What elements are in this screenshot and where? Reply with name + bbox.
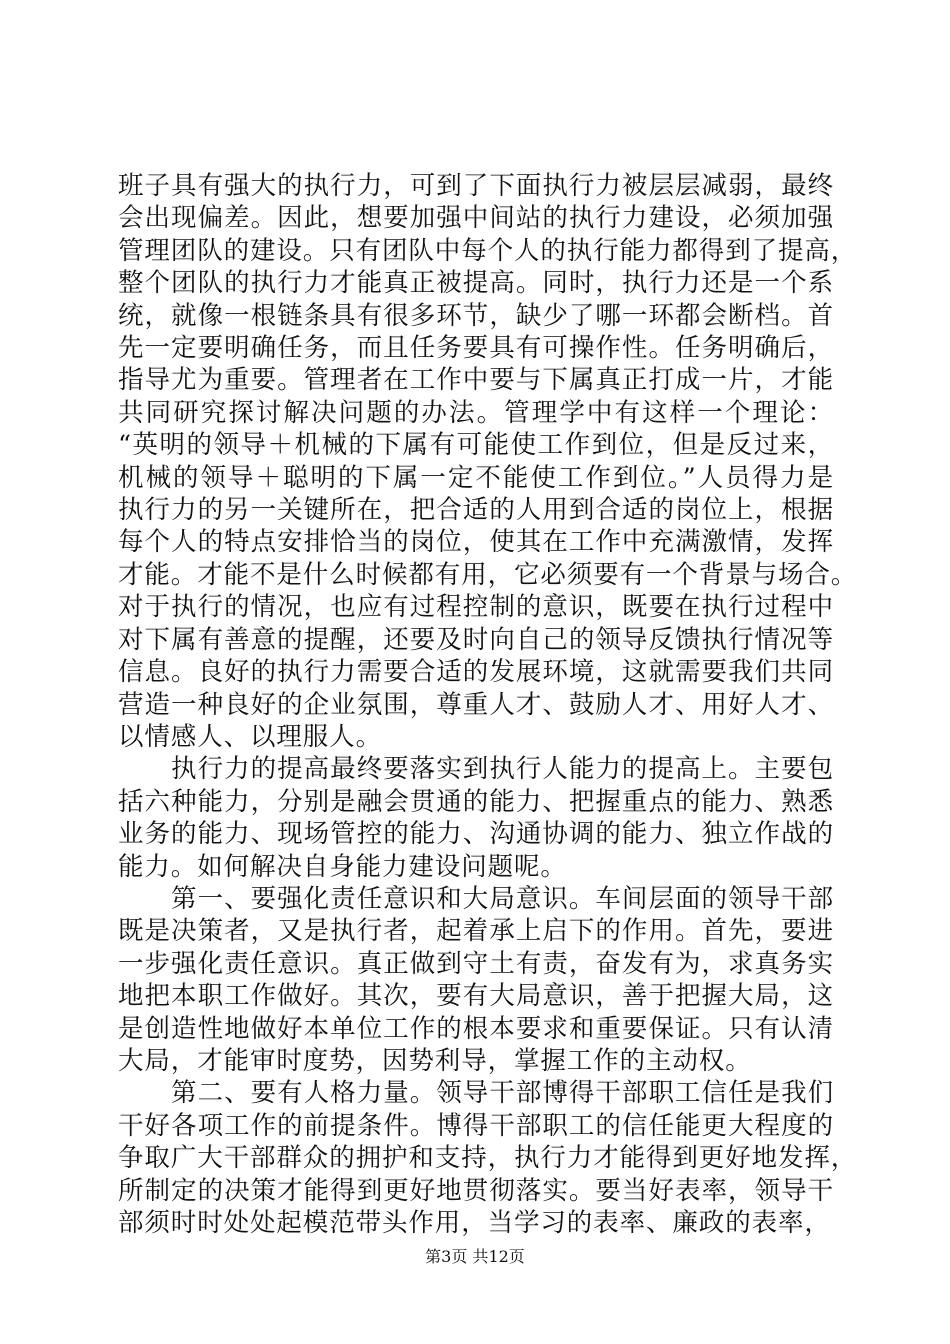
text-line: 能力。如何解决自身能力建设问题呢。 (118, 851, 567, 882)
text-line: 争取广大干部群众的拥护和支持，执行力才能得到更好地发挥， (118, 1143, 858, 1174)
paragraph (118, 883, 834, 1077)
text-line: 对下属有善意的提醒，还要及时向自己的领导反馈执行情况等 (118, 624, 834, 655)
text-line: 所制定的决策才能得到更好地贯彻落实。要当好表率，领导干 (118, 1175, 834, 1206)
text-line: 统，就像一根链条具有很多环节，缺少了哪一环都会断档。首 (118, 300, 834, 331)
page-footer: 第3页 共12页 (425, 1247, 525, 1266)
text-line: 既是决策者，又是执行者，起着承上启下的作用。首先，要进 (118, 916, 834, 947)
text-line: 干好各项工作的前提条件。博得干部职工的信任能更大程度的 (118, 1110, 834, 1141)
text-line: 机械的领导＋聪明的下属一定不能使工作到位。”人员得力是 (118, 462, 834, 493)
document-body (118, 170, 858, 1239)
text-line: 管理团队的建设。只有团队中每个人的执行能力都得到了提高， (118, 235, 858, 266)
text-line: 会出现偏差。因此，想要加强中间站的执行力建设，必须加强 (118, 203, 834, 234)
text-line: 信息。良好的执行力需要合适的发展环境，这就需要我们共同 (118, 657, 834, 688)
text-line: 以情感人、以理服人。 (118, 721, 383, 752)
paragraph (118, 170, 858, 753)
text-line: 才能。才能不是什么时候都有用，它必须要有一个背景与场合。 (118, 559, 858, 590)
text-line: 业务的能力、现场管控的能力、沟通协调的能力、独立作战的 (118, 819, 834, 850)
text-line: 地把本职工作做好。其次，要有大局意识，善于把握大局，这 (118, 981, 834, 1012)
text-line: 整个团队的执行力才能真正被提高。同时，执行力还是一个系 (118, 268, 834, 299)
text-line: 营造一种良好的企业氛围，尊重人才、鼓励人才、用好人才、 (118, 689, 834, 720)
text-line: 执行力的提高最终要落实到执行人能力的提高上。主要包 (118, 754, 834, 785)
text-line: 是创造性地做好本单位工作的根本要求和重要保证。只有认清 (118, 1013, 834, 1044)
text-line: 一步强化责任意识。真正做到守土有责，奋发有为，求真务实 (118, 948, 834, 979)
text-line: 对于执行的情况，也应有过程控制的意识，既要在执行过程中 (118, 592, 834, 623)
text-line: “英明的领导＋机械的下属有可能使工作到位，但是反过来， (118, 430, 834, 461)
paragraph (118, 1077, 858, 1239)
text-line: 班子具有强大的执行力，可到了下面执行力被层层减弱，最终 (118, 171, 834, 201)
paragraph (118, 753, 834, 883)
text-line: 共同研究探讨解决问题的办法。管理学中有这样一个理论： (118, 397, 834, 428)
text-line: 先一定要明确任务，而且任务要具有可操作性。任务明确后， (118, 333, 834, 364)
text-line: 大局，才能审时度势，因势利导，掌握工作的主动权。 (118, 1045, 752, 1076)
text-line: 第一、要强化责任意识和大局意识。车间层面的领导干部 (118, 883, 834, 914)
text-line: 第二、要有人格力量。领导干部博得干部职工信任是我们 (118, 1078, 834, 1109)
text-line: 括六种能力，分别是融会贯通的能力、把握重点的能力、熟悉 (118, 786, 834, 817)
text-line: 部须时时处处起模范带头作用，当学习的表率、廉政的表率， (118, 1208, 831, 1238)
text-line: 执行力的另一关键所在，把合适的人用到合适的岗位上，根据 (118, 495, 834, 526)
text-line: 每个人的特点安排恰当的岗位，使其在工作中充满激情，发挥 (118, 527, 834, 558)
text-line: 指导尤为重要。管理者在工作中要与下属真正打成一片，才能 (118, 365, 834, 396)
